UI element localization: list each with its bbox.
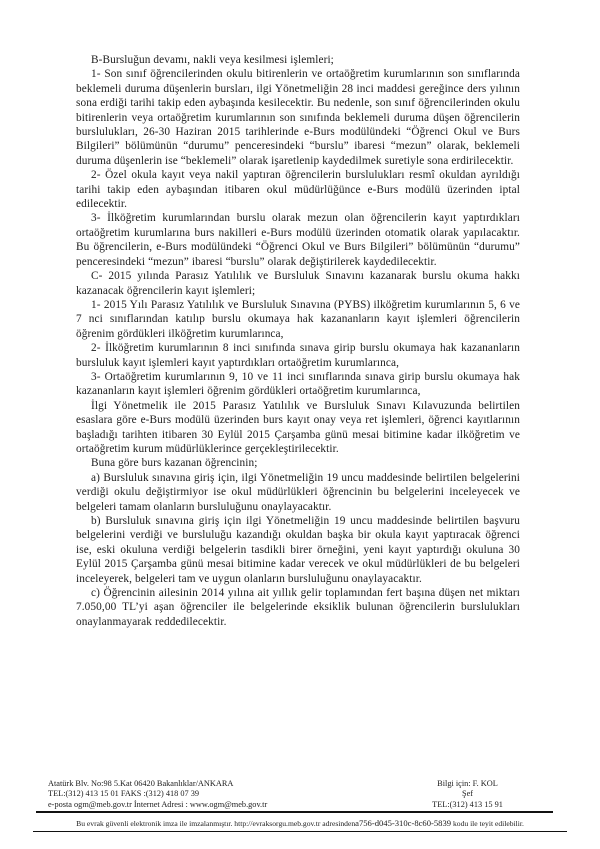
- address-line: Atatürk Blv. No:98 5.Kat 06420 Bakanlıklar/ANKARA: [48, 779, 234, 788]
- contact-person-line: Bilgi için: F. KOL: [437, 779, 498, 788]
- verification-text: Bu evrak güvenli elektronik imza ile imzalanmıştır. http://evraksorgu.meb.gov.tr adresinden: [76, 819, 356, 828]
- paragraph-item-a: a) Bursluluk sınavına giriş için, ilgi Yönetmeliğin 19 uncu maddesinde belirtilen belgelerini verdiği okulu değiştirmiyor ise okul müdürlükleri öğrencinin bu belgelerini inceleyecek ve belgeleri tamam olanların bursluluğunu onaylayacaktır.: [76, 471, 520, 513]
- paragraph-deadline: İlgi Yönetmelik ile 2015 Parasız Yatılılık ve Bursluluk Sınavı Kılavuzunda belirtilen esaslara göre e-Burs modülü üzerinden burs kayıt onay veya ret işlemleri, öğrenci kayıtlarının başladığı tarihten itibaren 30 Eylül 2015 Çarşamba günü mesai bitimine kadar ilköğretim ve ortaöğretim kurum müdürlüklerince gerçekleştirilecektir.: [76, 399, 520, 455]
- paragraph-c2: 2- İlköğretim kurumlarının 8 inci sınıfında sınava girip burslu okumaya hak kazananların bursluluk kayıt işlemleri kayıt yaptırdıkları ortaöğretim kurumlarınca,: [76, 342, 520, 369]
- page-bottom-rule: [33, 831, 567, 832]
- verification-code: a756-d045-310c-8c60-5839: [355, 818, 452, 828]
- email-line: e-posta ogm@meb.gov.tr İnternet Adresi : www.ogm@meb.gov.tr: [48, 799, 268, 809]
- paragraph-item-b: b) Bursluluk sınavına giriş için ilgi Yönetmeliğin 19 uncu maddesinde belirtilen başvuru belgelerini verdiği ve bursluluğu kazandığı okuldan başka bir okula kayıt yaptıracak öğrenci ise, eski okuluna verdiği belgelerin tasdikli birer örneğini, yeni kayıt yaptırdığı okuluna 30 Eylül 2015 Çarşamba günü mesai bitimine kadar verecek ve okul müdürlükleri de bu belgeleri inceleyerek, belgeleri tam ve uygun olanların bursluluğunu onaylayacaktır.: [76, 515, 520, 585]
- verification-suffix: kodu ile teyit edilebilir.: [451, 819, 524, 828]
- paragraph-c3: 3- Ortaöğretim kurumlarının 9, 10 ve 11 inci sınıflarında sınava girip burslu okumaya hak kazananların kayıt işlemleri öğrenim gördükleri ortaöğretim kurumlarınca,: [76, 370, 520, 398]
- footer-contact-block: [390, 779, 545, 810]
- letter-body: [76, 53, 520, 629]
- e-signature-verification-note: [0, 815, 600, 832]
- footer-address-block: [48, 779, 267, 810]
- contact-title-line: Şef: [461, 789, 474, 799]
- section-c-heading: C- 2015 yılında Parasız Yatılılık ve Bursluluk Sınavını kazanarak burslu okuma hakkı kazanacak öğrencilerin kayıt işlemleri;: [76, 270, 520, 297]
- phone-line: TEL:(312) 413 15 01 FAKS :(312) 418 07 39: [48, 789, 200, 799]
- paragraph-b2: 2- Özel okula kayıt veya nakil yaptıran öğrencilerin burslulukları resmî okuldan ayrıldığı tarihi takip eden aybaşından itibaren okul müdürlüğünce e-Burs modülü üzerinden iptal edilecektir.: [76, 169, 520, 211]
- contact-phone-line: TEL:(312) 413 15 91: [432, 799, 503, 809]
- footer-separator-rule: [36, 811, 553, 813]
- paragraph-intro: Buna göre burs kazanan öğrencinin;: [91, 457, 258, 470]
- paragraph-b1: 1- Son sınıf öğrencilerinden okulu bitirenlerin ve ortaöğretim kurumlarının son sınıflarında beklemeli duruma düşenlerin bursları, ilgi Yönetmeliğin 28 inci maddesi gereğince ders yılının sona erdiği tarihi takip eden aybaşında kesilecektir. Bu nedenle, son sınıf öğrencilerinden okulu bitirenlerin veya ortaöğretim kurumlarının son sınıfında beklemeli duruma düşen öğrencilerin burslulukları, 26-30 Haziran 2015 tarihlerinde e-Burs modülündeki “Öğrenci Okul ve Burs Bilgileri” bölümünün “durumu” penceresindeki “burslu” ibaresi “mezun” olarak, beklemeli duruma düşenlerin ise “beklemeli” olarak işaretlenip kaydedilmek suretiyle sona erdirilecektir.: [76, 68, 520, 167]
- paragraph-item-c: c) Öğrencinin ailesinin 2014 yılına ait yıllık gelir toplamından fert başına düşen net miktarı 7.050,00 TL’yi aşan öğrenciler ile belgelerinde eksiklik bulunan öğrencilerin burslulukları onaylanmayarak reddedilecektir.: [76, 587, 520, 628]
- paragraph-c1: 1- 2015 Yılı Parasız Yatılılık ve Bursluluk Sınavına (PYBS) ilköğretim kurumlarının 5, 6 ve 7 nci sınıflarından katılıp burslu okumaya hak kazananların kayıt işlemleri öğrencilerin öğrenim gördükleri ilköğretim kurumlarınca,: [76, 298, 520, 340]
- section-b-heading: B-Bursluğun devamı, nakli veya kesilmesi işlemleri;: [91, 54, 334, 66]
- paragraph-b3: 3- İlköğretim kurumlarından burslu olarak mezun olan öğrencilerin kayıt yaptırdıkları ortaöğretim kurumlarına burs nakilleri e-Burs modülü üzerinden otomatik olarak yapılacaktır. Bu öğrencilerin, e-Burs modülündeki “Öğrenci Okul ve Burs Bilgileri” bölümünün “durumu” penceresindeki “mezun” ibaresi “burslu” olarak değiştirilerek kaydedilecektir.: [76, 212, 520, 268]
